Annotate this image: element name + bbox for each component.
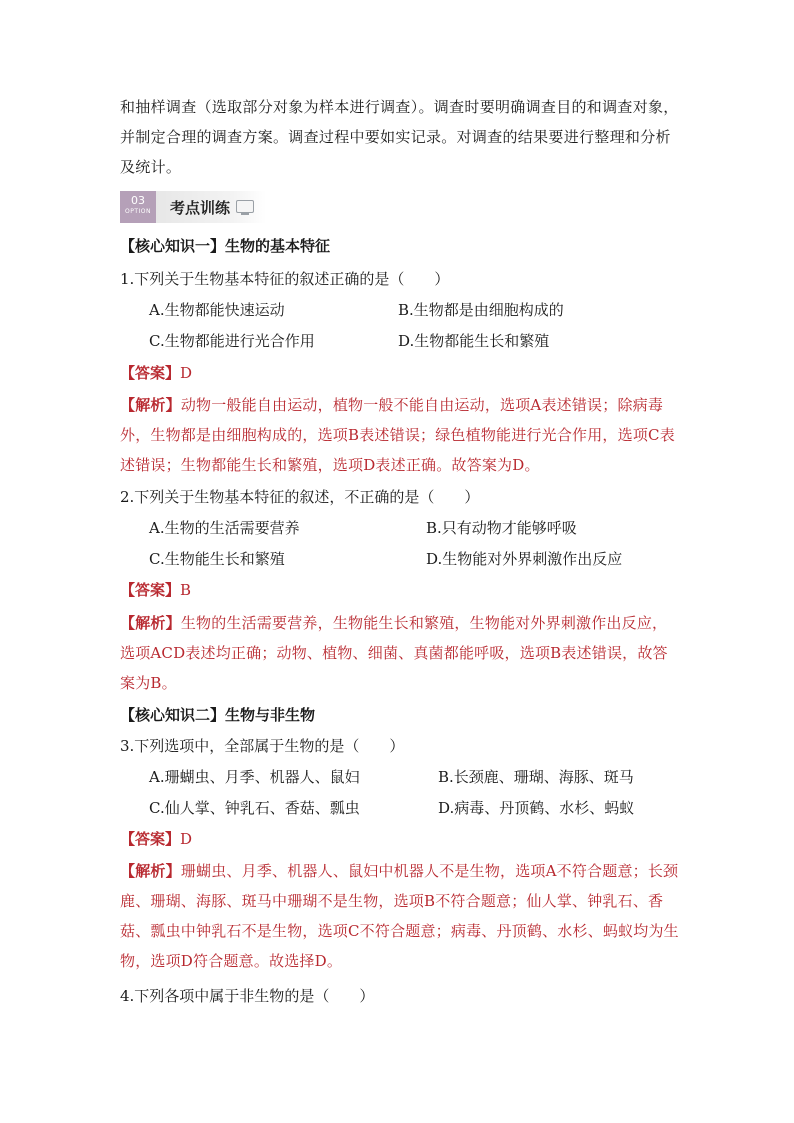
question-2-option-a: A.生物的生活需要营养 — [149, 519, 300, 537]
explain-label: 【解析】 — [120, 862, 181, 880]
banner-title: 考点训练 — [170, 199, 231, 217]
answer-value: D — [180, 830, 193, 848]
question-3-explanation — [120, 856, 682, 976]
answer-value: B — [180, 581, 192, 599]
explain-text: 动物一般能自由运动，植物一般不能自由运动，选项A表述错误；除病毒外，生物都是由细胞构成的，选项B表述错误；绿色植物能进行光合作用，选项C表述错误；生物都能生长和繁殖，选项D表述正确。故答案为D。 — [120, 396, 675, 474]
question-3-stem: 3.下列选项中，全部属于生物的是（ ） — [120, 737, 405, 755]
banner-option-word: OPTION — [125, 208, 151, 215]
intro-paragraph: 和抽样调查（选取部分对象为样本进行调查）。调查时要明确调查目的和调查对象，并制定合理的调查方案。调查过程中要如实记录。对调查的结果要进行整理和分析及统计。 — [120, 98, 679, 176]
section-heading-2: 【核心知识二】生物与非生物 — [120, 706, 316, 724]
answer-value: D — [180, 364, 193, 382]
answer-label: 【答案】 — [120, 581, 181, 599]
question-2-explanation — [120, 608, 682, 698]
question-1-stem: 1.下列关于生物基本特征的叙述正确的是（ ） — [120, 270, 450, 288]
answer-label: 【答案】 — [120, 830, 181, 848]
question-1-explanation — [120, 390, 682, 480]
explain-label: 【解析】 — [120, 396, 181, 414]
question-2-option-b: B.只有动物才能够呼吸 — [426, 519, 577, 537]
question-1-option-c: C.生物都能进行光合作用 — [149, 332, 315, 350]
question-4-stem: 4.下列各项中属于非生物的是（ ） — [120, 987, 375, 1005]
question-3-answer — [120, 827, 192, 851]
question-2-stem: 2.下列关于生物基本特征的叙述，不正确的是（ ） — [120, 488, 480, 506]
explain-text: 珊蝴虫、月季、机器人、鼠妇中机器人不是生物，选项A不符合题意；长颈鹿、珊瑚、海豚、斑马中珊瑚不是生物，选项B不符合题意；仙人掌、钟乳石、香菇、瓢虫中钟乳石不是生物，选项C不符合题意；病毒、丹顶鹤、水杉、蚂蚁均为生物，选项D符合题意。故选择D。 — [120, 862, 679, 970]
answer-label: 【答案】 — [120, 364, 181, 382]
question-1-option-b: B.生物都是由细胞构成的 — [398, 301, 564, 319]
question-2-answer — [120, 578, 191, 602]
question-2-option-c: C.生物能生长和繁殖 — [149, 550, 285, 568]
question-1-option-a: A.生物都能快速运动 — [149, 301, 285, 319]
question-2-option-d: D.生物能对外界刺激作出反应 — [426, 550, 623, 568]
monitor-icon — [236, 200, 254, 213]
question-3-option-d: D.病毒、丹顶鹤、水杉、蚂蚁 — [438, 799, 635, 817]
question-1-option-d: D.生物都能生长和繁殖 — [398, 332, 550, 350]
banner-number: 03 — [131, 194, 145, 207]
explain-text: 生物的生活需要营养，生物能生长和繁殖，生物能对外界刺激作出反应，选项ACD表述均正确；动物、植物、细菌、真菌都能呼吸，选项B表述错误，故答案为B。 — [120, 614, 668, 692]
question-3-option-c: C.仙人掌、钟乳石、香菇、瓢虫 — [149, 799, 360, 817]
section-heading-1: 【核心知识一】生物的基本特征 — [120, 237, 331, 255]
banner-number-tag — [120, 191, 156, 223]
banner-title-bar — [156, 191, 266, 223]
question-3-option-b: B.长颈鹿、珊瑚、海豚、斑马 — [438, 768, 634, 786]
question-3-option-a: A.珊蝴虫、月季、机器人、鼠妇 — [149, 768, 360, 786]
section-banner — [120, 191, 270, 223]
explain-label: 【解析】 — [120, 614, 181, 632]
question-1-answer — [120, 361, 192, 385]
